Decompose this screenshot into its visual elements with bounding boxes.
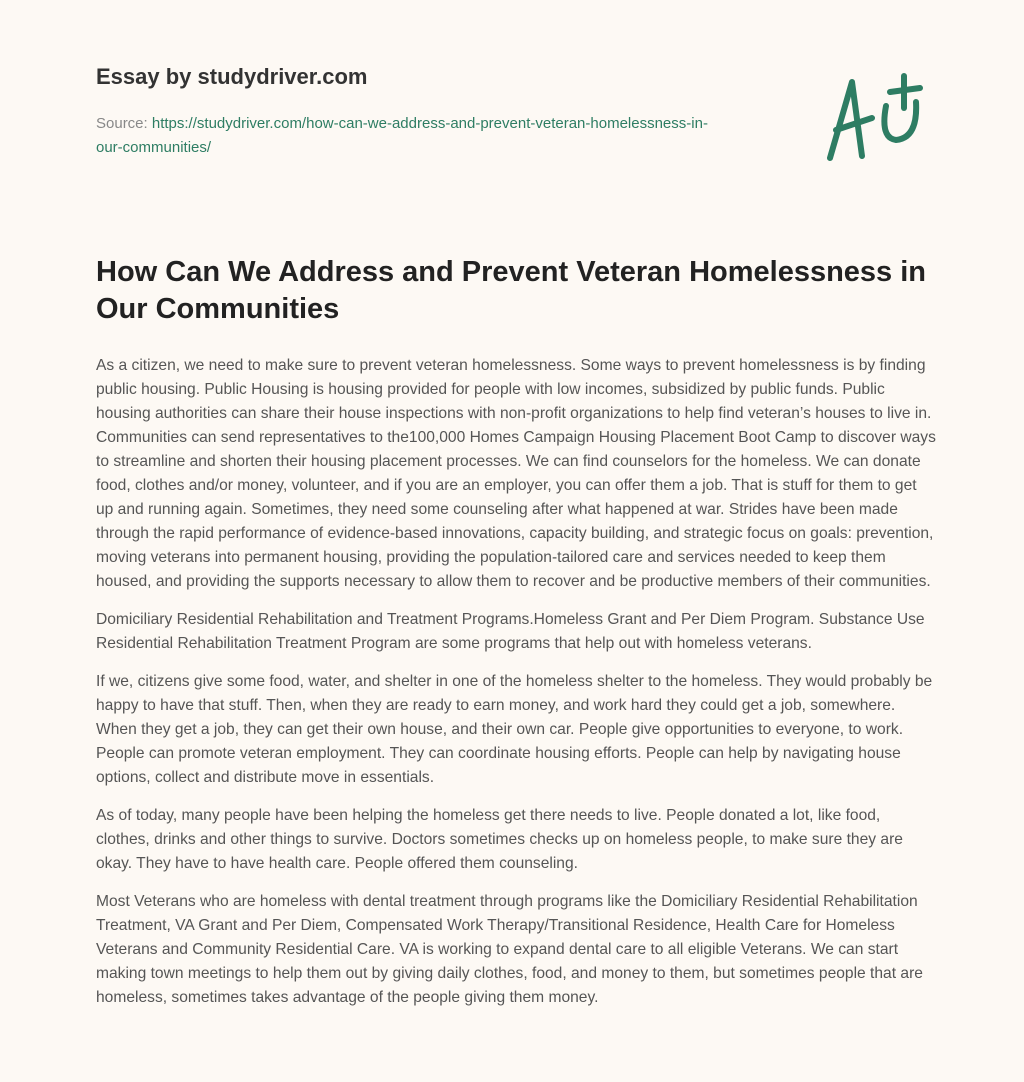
paragraph: As of today, many people have been helping the homeless get there needs to live. People donated a lot, like food, clothes, drinks and other things to survive. Doctors sometimes checks up on homeless people, to make sure they are okay. They have to have health care. People offered them counseling. <box>96 807 903 872</box>
a-plus-logo-icon <box>820 68 930 168</box>
essay-title: How Can We Address and Prevent Veteran Homelessness in Our Communities <box>96 256 927 325</box>
paragraph: As a citizen, we need to make sure to prevent veteran homelessness. Some ways to prevent homelessness is by finding public housing. Public Housing is housing provided for people with low incomes, subsidized by public funds. Public housing authorities can share their house inspections with non-profit organizations to help find veteran’s houses to live in. Communities can send representatives to the100,000 Homes Campaign Housing Placement Boot Camp to discover ways to streamline and shorten their housing placement processes. We can find counselors for the homeless. We can donate food, clothes and/or money, volunteer, and if you are an employer, you can offer them a job. That is stuff for them to get up and running again. Sometimes, they need some counseling after what happened at war. Strides have been made through the rapid performance of evidence-based innovations, capacity building, and strategic focus on goals: prevention, moving veterans into permanent housing, providing the population-tailored care and services needed to keep them housed, and providing the supports necessary to allow them to recover and be productive members of their communities. <box>96 357 936 590</box>
source-label: Source: <box>96 115 148 132</box>
paragraph: Most Veterans who are homeless with dental treatment through programs like the Domiciliary Residential Rehabilitation Treatment, VA Grant and Per Diem, Compensated Work Therapy/Transitional Residence, Health Care for Homeless Veterans and Community Residential Care. VA is working to expand dental care to all eligible Veterans. We can start making town meetings to help them out by giving daily clothes, food, and money to them, but sometimes people that are homeless, sometimes takes advantage of the people giving them money. <box>96 893 923 1006</box>
essay-body <box>96 354 936 1024</box>
site-brand: Essay by studydriver.com <box>96 64 368 89</box>
paragraph: Domiciliary Residential Rehabilitation and Treatment Programs.Homeless Grant and Per Diem Program. Substance Use Residential Rehabilitation Treatment Program are some programs that help out with homeless veterans. <box>96 611 925 652</box>
paragraph: If we, citizens give some food, water, and shelter in one of the homeless shelter to the homeless. They would probably be happy to have that stuff. Then, when they are ready to earn money, and work hard they could get a job, somewhere. When they get a job, they can get their own house, and their own car. People give opportunities to everyone, to work. People can promote veteran employment. They can coordinate housing efforts. People can help by navigating house options, collect and distribute move in essentials. <box>96 673 933 786</box>
source-link[interactable]: https://studydriver.com/how-can-we-address-and-prevent-veteran-homelessness-in-our-communities/ <box>96 115 708 156</box>
source-line <box>96 112 716 160</box>
